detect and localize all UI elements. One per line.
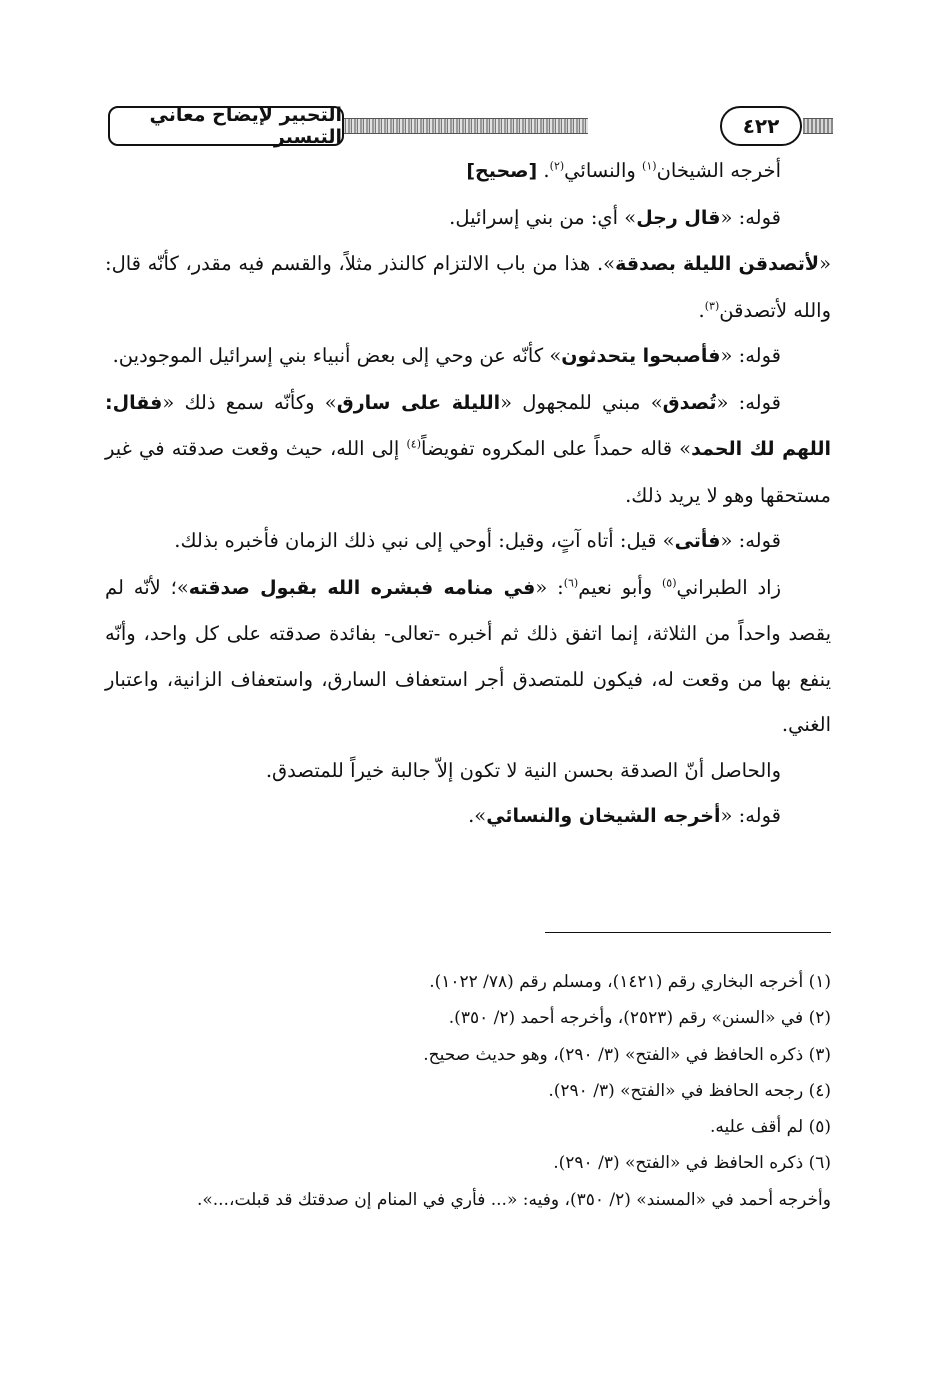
paragraph-7: زاد الطبراني$^{(٥)}$ وأبو نعيم$^{(٦)}$: «في منامه فبشره الله بقبول صدقته»؛ لأنّه لم يقصد واحداً من الثلاثة، إنما اتفق ذلك ثم أخبره -تعالى- بفائدة صدقته على كل واحد، وأنّه ينفع بها من وقعت له، فيكون للمتصدق أجر استعفاف السارق، واستعفاف الزانية، واعتبار الغني. bbox=[105, 575, 831, 736]
footnote-4: (٤) رجحه الحافظ في «الفتح» (٣/ ٢٩٠). bbox=[548, 1080, 831, 1101]
paragraph-9: قوله: «أخرجه الشيخان والنسائي». bbox=[468, 804, 781, 827]
footnote-separator bbox=[545, 932, 831, 933]
paragraph-5: قوله: «تُصدق» مبني للمجهول «الليلة على سارق» وكأنّه سمع ذلك «فقال: اللهم لك الحمد» قاله حمداً على المكروه تفويضاً$^{(٤)}$ إلى الله، حيث وقعت صدقته في غير مستحقها وهو لا يريد ذلك. bbox=[105, 390, 831, 507]
footnote-ref-6: (٦) bbox=[563, 576, 579, 589]
footnote-2: (٢) في «السنن» رقم (٢٥٢٣)، وأخرجه أحمد (٢/ ٣٥٠). bbox=[448, 1008, 831, 1029]
footnote-ref-1: (١) bbox=[642, 159, 657, 173]
paragraph-3: «لأتصدقن الليلة بصدقة». هذا من باب الالتزام كالنذر مثلاً، والقسم فيه مقدر، كأنّه قال: والله لأتصدقن$^{(٣)}$. bbox=[105, 252, 831, 322]
footnote-3: (٣) ذكره الحافظ في «الفتح» (٣/ ٢٩٠)، وهو حديث صحيح. bbox=[423, 1044, 831, 1065]
header-ornament-end bbox=[803, 118, 833, 134]
page-header bbox=[108, 104, 833, 148]
paragraph-4: قوله: «فأصبحوا يتحدثون» كأنّه عن وحي إلى بعض أنبياء بني إسرائيل الموجودين. bbox=[112, 344, 781, 367]
footnote-ref-3: (٣) bbox=[704, 299, 720, 312]
page-number: ٤٢٢ bbox=[720, 106, 802, 146]
paragraph-1: أخرجه الشيخان$^{(١)}$ والنسائي$^{(٢)}$. [صحيح] bbox=[466, 159, 781, 182]
footnotes bbox=[196, 964, 831, 1218]
book-title: التحبير لإيضاح معاني التيسير bbox=[108, 106, 344, 146]
hadith-grade: [صحيح] bbox=[466, 160, 538, 182]
footnote-ref-2: (٢) bbox=[549, 159, 565, 173]
footnote-1: (١) أخرجه البخاري رقم (١٤٢١)، ومسلم رقم (٧٨/ ١٠٢٢). bbox=[429, 972, 831, 992]
main-text bbox=[105, 148, 831, 840]
paragraph-2: قوله: «قال رجل» أي: من بني إسرائيل. bbox=[449, 205, 781, 229]
footnote-ref-5: (٥) bbox=[662, 576, 677, 589]
paragraph-6: قوله: «فأتى» قيل: أتاه آتٍ، وقيل: أوحي إلى نبي ذلك الزمان فأخبره بذلك. bbox=[174, 529, 781, 552]
paragraph-8: والحاصل أنّ الصدقة بحسن النية لا تكون إلاّ جالبة خيراً للمتصدق. bbox=[265, 758, 781, 782]
footnote-ref-4: (٤) bbox=[406, 437, 421, 451]
footnote-6-continued: وأخرجه أحمد في «المسند» (٢/ ٣٥٠)، وفيه: «... فأري في المنام إن صدقتك قد قبلت،...». bbox=[196, 1189, 831, 1210]
footnote-5: (٥) لم أقف عليه. bbox=[710, 1117, 831, 1138]
footnote-6: (٦) ذكره الحافظ في «الفتح» (٣/ ٢٩٠). bbox=[553, 1153, 831, 1174]
